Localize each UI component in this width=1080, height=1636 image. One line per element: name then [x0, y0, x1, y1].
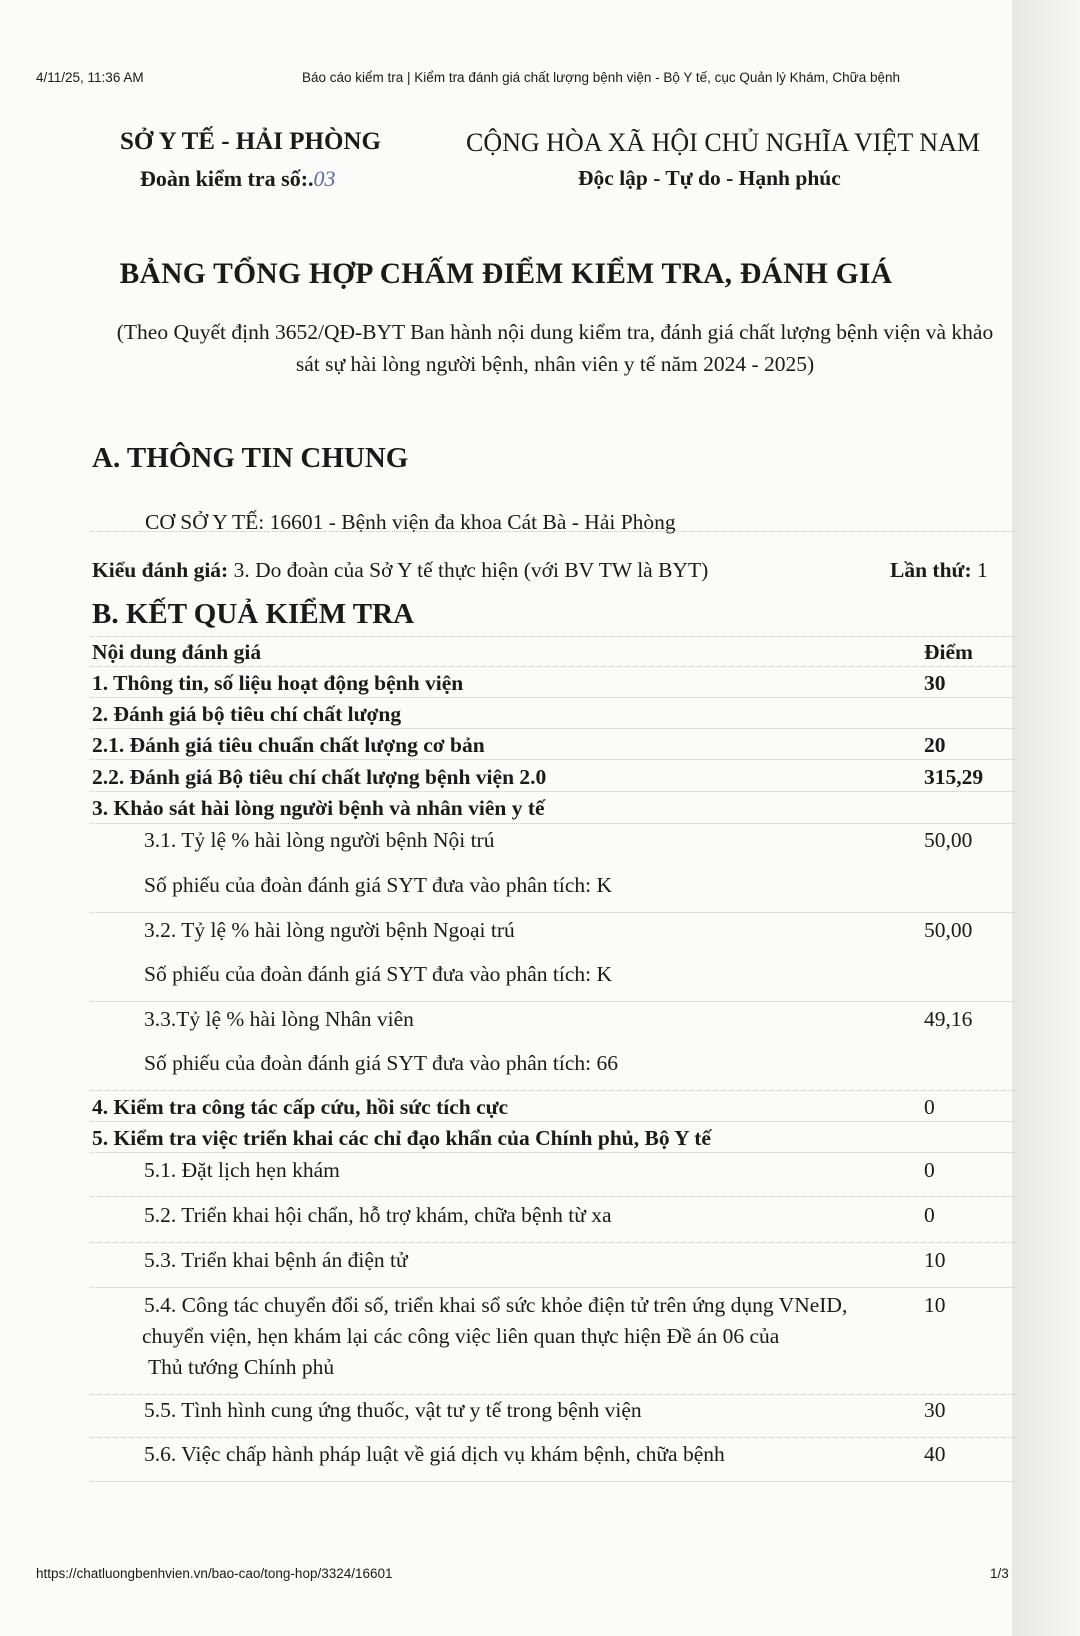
row-label: 3.1. Tỷ lệ % hài lòng người bệnh Nội trú: [144, 828, 495, 852]
divider: [90, 1437, 1015, 1438]
print-datetime: 4/11/25, 11:36 AM: [36, 70, 144, 85]
row-label: 1. Thông tin, số liệu hoạt động bệnh viện: [92, 671, 464, 695]
document-subtitle: [90, 316, 1020, 380]
round-value: 1: [976, 558, 988, 582]
divider: [90, 791, 1015, 792]
divider: [90, 1196, 1015, 1197]
row-label: 5. Kiểm tra việc triển khai các chỉ đạo khẩn của Chính phủ, Bộ Y tế: [92, 1126, 711, 1150]
divider: [90, 531, 1015, 532]
print-url: https://chatluongbenhvien.vn/bao-cao/tong-hop/3324/16601: [36, 1566, 393, 1581]
section-b-heading: B. KẾT QUẢ KIỂM TRA: [92, 598, 415, 630]
row-score: 0: [924, 1095, 935, 1119]
round-label: Lần thứ:: [890, 558, 972, 582]
evaluation-type: [92, 558, 708, 583]
row-label: 5.3. Triển khai bệnh án điện tử: [144, 1248, 408, 1272]
row-label: Số phiếu của đoàn đánh giá SYT đưa vào phân tích: K: [144, 962, 613, 986]
row-score: 0: [924, 1158, 935, 1182]
row-label: 5.4. Công tác chuyển đổi số, triển khai sổ sức khỏe điện tử trên ứng dụng VNeID,: [144, 1293, 848, 1317]
team-number-handwritten: 03: [313, 166, 336, 191]
page-edge: [1012, 0, 1080, 1636]
subtitle-line-2: sát sự hài lòng người bệnh, nhân viên y tế năm 2024 - 2025): [295, 352, 815, 376]
row-label: Số phiếu của đoàn đánh giá SYT đưa vào phân tích: 66: [144, 1051, 619, 1075]
page-number: 1/3: [990, 1566, 1009, 1581]
republic-name: CỘNG HÒA XÃ HỘI CHỦ NGHĨA VIỆT NAM: [466, 128, 980, 157]
row-label: 2. Đánh giá bộ tiêu chí chất lượng: [92, 702, 402, 726]
column-header-content: Nội dung đánh giá: [92, 640, 262, 664]
row-label: 5.1. Đặt lịch hẹn khám: [144, 1158, 340, 1182]
row-label: 4. Kiểm tra công tác cấp cứu, hồi sức tích cực: [92, 1095, 509, 1119]
divider: [90, 1121, 1015, 1122]
row-score: 50,00: [924, 828, 973, 852]
divider: [90, 1152, 1015, 1153]
row-label: Số phiếu của đoàn đánh giá SYT đưa vào phân tích: K: [144, 873, 613, 897]
row-label: 2.2. Đánh giá Bộ tiêu chí chất lượng bệnh viện 2.0: [92, 765, 547, 789]
divider: [90, 823, 1015, 824]
national-motto: Độc lập - Tự do - Hạnh phúc: [578, 166, 841, 190]
divider: [90, 759, 1015, 760]
organization-name: SỞ Y TẾ - HẢI PHÒNG: [120, 128, 381, 155]
section-a-heading: A. THÔNG TIN CHUNG: [92, 442, 409, 474]
row-label: 2.1. Đánh giá tiêu chuẩn chất lượng cơ bản: [92, 733, 485, 757]
subtitle-line-1: (Theo Quyết định 3652/QĐ-BYT Ban hành nội dung kiểm tra, đánh giá chất lượng bệnh viện và khảo: [116, 320, 994, 344]
row-score: 50,00: [924, 918, 973, 942]
team-label: Đoàn kiểm tra số:.: [140, 166, 314, 191]
row-score: 20: [924, 733, 946, 757]
divider: [90, 1287, 1015, 1288]
row-label-line-2: chuyển viện, hẹn khám lại các công việc liên quan thực hiện Đề án 06 của: [142, 1324, 780, 1348]
row-score: 0: [924, 1203, 935, 1227]
row-label: 5.2. Triển khai hội chẩn, hỗ trợ khám, chữa bệnh từ xa: [144, 1203, 612, 1227]
print-page-title: Báo cáo kiểm tra | Kiểm tra đánh giá chất lượng bệnh viện - Bộ Y tế, cục Quản lý Khám, Chữa bệnh: [302, 70, 901, 85]
evaluation-type-value: 3. Do đoàn của Sở Y tế thực hiện (với BV TW là BYT): [233, 558, 709, 582]
row-score: 30: [924, 1398, 946, 1422]
evaluation-type-label: Kiểu đánh giá:: [92, 558, 229, 582]
row-label: 3.2. Tỷ lệ % hài lòng người bệnh Ngoại trú: [144, 918, 515, 942]
divider: [90, 1090, 1015, 1091]
row-score: 10: [924, 1293, 946, 1317]
row-label: 5.5. Tình hình cung ứng thuốc, vật tư y tế trong bệnh viện: [144, 1398, 642, 1422]
row-score: 30: [924, 671, 946, 695]
divider: [90, 912, 1015, 913]
row-label: 3. Khảo sát hài lòng người bệnh và nhân viên y tế: [92, 796, 545, 820]
evaluation-round: [890, 558, 988, 583]
divider: [90, 1001, 1015, 1002]
row-score: 40: [924, 1442, 946, 1466]
column-header-score: Điểm: [924, 640, 973, 664]
divider: [90, 1242, 1015, 1243]
row-score: 315,29: [924, 765, 984, 789]
inspection-team: [140, 166, 336, 192]
row-label-line-3: Thủ tướng Chính phủ: [148, 1355, 335, 1379]
divider: [90, 728, 1015, 729]
facility-info: CƠ SỞ Y TẾ: 16601 - Bệnh viện đa khoa Cát Bà - Hải Phòng: [145, 510, 676, 534]
document-title: BẢNG TỔNG HỢP CHẤM ĐIỂM KIỂM TRA, ĐÁNH GIÁ: [119, 258, 893, 290]
row-label: 5.6. Việc chấp hành pháp luật về giá dịch vụ khám bệnh, chữa bệnh: [144, 1442, 725, 1466]
row-label: 3.3.Tỷ lệ % hài lòng Nhân viên: [144, 1007, 414, 1031]
row-score: 10: [924, 1248, 946, 1272]
row-score: 49,16: [924, 1007, 973, 1031]
divider: [90, 666, 1015, 667]
divider: [90, 697, 1015, 698]
divider: [90, 1481, 1015, 1482]
